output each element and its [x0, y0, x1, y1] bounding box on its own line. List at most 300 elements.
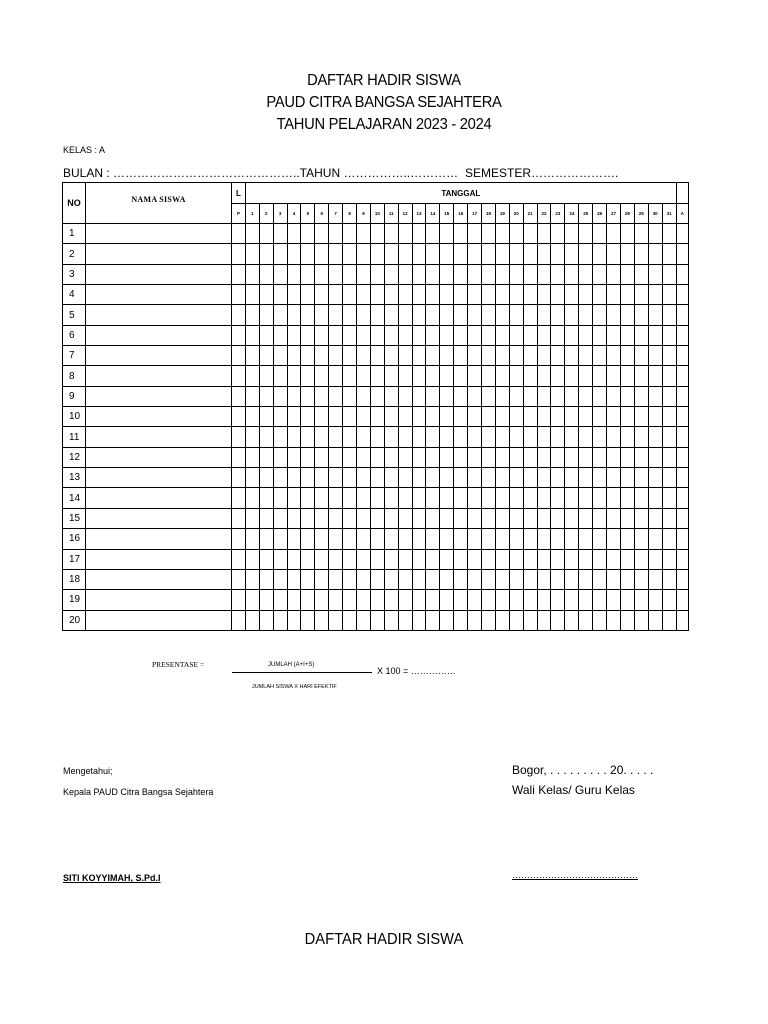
attendance-cell[interactable] [495, 508, 509, 528]
attendance-cell[interactable] [593, 264, 607, 284]
attendance-cell[interactable] [426, 447, 440, 467]
attendance-cell[interactable] [370, 285, 384, 305]
attendance-cell[interactable] [329, 468, 343, 488]
attendance-cell[interactable] [620, 447, 634, 467]
attendance-cell[interactable] [245, 386, 259, 406]
attendance-cell[interactable] [357, 508, 371, 528]
attendance-cell[interactable] [482, 468, 496, 488]
attendance-cell[interactable] [301, 346, 315, 366]
student-name-cell[interactable] [86, 610, 232, 630]
attendance-cell[interactable] [593, 529, 607, 549]
attendance-cell[interactable] [523, 386, 537, 406]
attendance-cell[interactable] [565, 346, 579, 366]
attendance-cell[interactable] [357, 285, 371, 305]
attendance-cell[interactable] [454, 488, 468, 508]
attendance-cell[interactable] [648, 366, 662, 386]
attendance-cell[interactable] [370, 488, 384, 508]
attendance-cell[interactable] [648, 468, 662, 488]
attendance-cell[interactable] [440, 305, 454, 325]
attendance-cell[interactable] [482, 610, 496, 630]
attendance-cell[interactable] [537, 325, 551, 345]
attendance-cell[interactable] [593, 590, 607, 610]
attendance-cell[interactable] [551, 447, 565, 467]
attendance-cell[interactable] [495, 468, 509, 488]
attendance-cell[interactable] [245, 407, 259, 427]
attendance-cell[interactable] [634, 610, 648, 630]
attendance-cell[interactable] [343, 305, 357, 325]
attendance-cell[interactable] [232, 386, 246, 406]
attendance-cell[interactable] [468, 386, 482, 406]
attendance-cell[interactable] [634, 427, 648, 447]
attendance-cell[interactable] [593, 427, 607, 447]
attendance-cell[interactable] [301, 529, 315, 549]
attendance-cell[interactable] [565, 569, 579, 589]
attendance-cell[interactable] [482, 346, 496, 366]
attendance-cell[interactable] [648, 529, 662, 549]
attendance-cell[interactable] [315, 407, 329, 427]
attendance-cell[interactable] [523, 569, 537, 589]
attendance-cell[interactable] [357, 224, 371, 244]
attendance-cell[interactable] [370, 325, 384, 345]
attendance-cell[interactable] [232, 407, 246, 427]
attendance-cell[interactable] [551, 549, 565, 569]
attendance-cell[interactable] [565, 488, 579, 508]
attendance-cell[interactable] [287, 488, 301, 508]
attendance-cell[interactable] [509, 244, 523, 264]
attendance-cell[interactable] [329, 407, 343, 427]
attendance-cell[interactable] [495, 407, 509, 427]
attendance-cell[interactable] [482, 488, 496, 508]
attendance-cell[interactable] [662, 549, 676, 569]
attendance-cell[interactable] [440, 610, 454, 630]
attendance-cell[interactable] [509, 468, 523, 488]
attendance-cell[interactable] [384, 407, 398, 427]
attendance-cell[interactable] [523, 590, 537, 610]
attendance-cell[interactable] [551, 529, 565, 549]
attendance-cell[interactable] [440, 224, 454, 244]
attendance-cell[interactable] [579, 407, 593, 427]
attendance-cell[interactable] [329, 346, 343, 366]
attendance-cell[interactable] [287, 264, 301, 284]
attendance-cell[interactable] [426, 468, 440, 488]
attendance-cell[interactable] [384, 285, 398, 305]
attendance-cell[interactable] [662, 569, 676, 589]
attendance-cell[interactable] [634, 224, 648, 244]
attendance-cell[interactable] [662, 610, 676, 630]
attendance-cell[interactable] [454, 325, 468, 345]
attendance-cell[interactable] [662, 407, 676, 427]
student-name-cell[interactable] [86, 407, 232, 427]
attendance-cell[interactable] [468, 285, 482, 305]
attendance-cell[interactable] [370, 305, 384, 325]
attendance-cell[interactable] [329, 224, 343, 244]
attendance-cell[interactable] [634, 386, 648, 406]
attendance-cell[interactable] [398, 264, 412, 284]
attendance-cell[interactable] [232, 224, 246, 244]
attendance-cell[interactable] [676, 468, 688, 488]
attendance-cell[interactable] [357, 386, 371, 406]
attendance-cell[interactable] [620, 285, 634, 305]
attendance-cell[interactable] [607, 447, 621, 467]
attendance-cell[interactable] [454, 305, 468, 325]
student-name-cell[interactable] [86, 346, 232, 366]
attendance-cell[interactable] [370, 427, 384, 447]
attendance-cell[interactable] [676, 244, 688, 264]
attendance-cell[interactable] [607, 549, 621, 569]
attendance-cell[interactable] [648, 590, 662, 610]
attendance-cell[interactable] [468, 244, 482, 264]
attendance-cell[interactable] [648, 224, 662, 244]
attendance-cell[interactable] [468, 468, 482, 488]
attendance-cell[interactable] [662, 366, 676, 386]
attendance-cell[interactable] [676, 305, 688, 325]
student-name-cell[interactable] [86, 549, 232, 569]
attendance-cell[interactable] [593, 610, 607, 630]
attendance-cell[interactable] [537, 264, 551, 284]
attendance-cell[interactable] [245, 427, 259, 447]
attendance-cell[interactable] [384, 427, 398, 447]
attendance-cell[interactable] [259, 224, 273, 244]
attendance-cell[interactable] [537, 224, 551, 244]
attendance-cell[interactable] [454, 366, 468, 386]
attendance-cell[interactable] [384, 590, 398, 610]
attendance-cell[interactable] [495, 224, 509, 244]
attendance-cell[interactable] [398, 285, 412, 305]
attendance-cell[interactable] [565, 427, 579, 447]
attendance-cell[interactable] [232, 569, 246, 589]
attendance-cell[interactable] [537, 468, 551, 488]
attendance-cell[interactable] [495, 488, 509, 508]
attendance-cell[interactable] [370, 529, 384, 549]
attendance-cell[interactable] [384, 224, 398, 244]
attendance-cell[interactable] [648, 447, 662, 467]
attendance-cell[interactable] [634, 325, 648, 345]
attendance-cell[interactable] [384, 529, 398, 549]
attendance-cell[interactable] [301, 590, 315, 610]
student-name-cell[interactable] [86, 325, 232, 345]
attendance-cell[interactable] [523, 244, 537, 264]
attendance-cell[interactable] [232, 590, 246, 610]
attendance-cell[interactable] [287, 407, 301, 427]
attendance-cell[interactable] [384, 508, 398, 528]
attendance-cell[interactable] [620, 427, 634, 447]
attendance-cell[interactable] [593, 224, 607, 244]
attendance-cell[interactable] [579, 590, 593, 610]
attendance-cell[interactable] [593, 285, 607, 305]
attendance-cell[interactable] [620, 305, 634, 325]
attendance-cell[interactable] [509, 325, 523, 345]
attendance-cell[interactable] [343, 224, 357, 244]
attendance-cell[interactable] [551, 346, 565, 366]
attendance-cell[interactable] [523, 407, 537, 427]
attendance-cell[interactable] [565, 447, 579, 467]
attendance-cell[interactable] [523, 346, 537, 366]
attendance-cell[interactable] [509, 529, 523, 549]
attendance-cell[interactable] [620, 468, 634, 488]
attendance-cell[interactable] [370, 549, 384, 569]
attendance-cell[interactable] [232, 244, 246, 264]
attendance-cell[interactable] [426, 549, 440, 569]
attendance-cell[interactable] [579, 508, 593, 528]
attendance-cell[interactable] [662, 224, 676, 244]
attendance-cell[interactable] [440, 264, 454, 284]
attendance-cell[interactable] [412, 508, 426, 528]
attendance-cell[interactable] [343, 447, 357, 467]
attendance-cell[interactable] [565, 610, 579, 630]
attendance-cell[interactable] [676, 346, 688, 366]
attendance-cell[interactable] [662, 468, 676, 488]
attendance-cell[interactable] [607, 325, 621, 345]
attendance-cell[interactable] [259, 508, 273, 528]
attendance-cell[interactable] [287, 569, 301, 589]
attendance-cell[interactable] [245, 610, 259, 630]
attendance-cell[interactable] [509, 549, 523, 569]
attendance-cell[interactable] [676, 529, 688, 549]
attendance-cell[interactable] [676, 224, 688, 244]
attendance-cell[interactable] [343, 590, 357, 610]
attendance-cell[interactable] [565, 508, 579, 528]
attendance-cell[interactable] [329, 529, 343, 549]
attendance-cell[interactable] [454, 549, 468, 569]
attendance-cell[interactable] [245, 508, 259, 528]
attendance-cell[interactable] [315, 366, 329, 386]
attendance-cell[interactable] [537, 590, 551, 610]
attendance-cell[interactable] [495, 244, 509, 264]
attendance-cell[interactable] [454, 407, 468, 427]
attendance-cell[interactable] [232, 488, 246, 508]
attendance-cell[interactable] [273, 610, 287, 630]
attendance-cell[interactable] [426, 610, 440, 630]
attendance-cell[interactable] [315, 305, 329, 325]
attendance-cell[interactable] [551, 407, 565, 427]
attendance-cell[interactable] [662, 590, 676, 610]
attendance-cell[interactable] [370, 366, 384, 386]
attendance-cell[interactable] [454, 610, 468, 630]
attendance-cell[interactable] [301, 325, 315, 345]
attendance-cell[interactable] [468, 305, 482, 325]
attendance-cell[interactable] [245, 244, 259, 264]
attendance-cell[interactable] [301, 610, 315, 630]
attendance-cell[interactable] [482, 590, 496, 610]
attendance-cell[interactable] [426, 529, 440, 549]
attendance-cell[interactable] [662, 488, 676, 508]
attendance-cell[interactable] [398, 305, 412, 325]
attendance-cell[interactable] [509, 386, 523, 406]
attendance-cell[interactable] [468, 610, 482, 630]
attendance-cell[interactable] [329, 447, 343, 467]
attendance-cell[interactable] [676, 508, 688, 528]
attendance-cell[interactable] [593, 488, 607, 508]
attendance-cell[interactable] [315, 508, 329, 528]
attendance-cell[interactable] [232, 508, 246, 528]
attendance-cell[interactable] [676, 590, 688, 610]
attendance-cell[interactable] [648, 285, 662, 305]
student-name-cell[interactable] [86, 386, 232, 406]
attendance-cell[interactable] [495, 386, 509, 406]
attendance-cell[interactable] [454, 264, 468, 284]
attendance-cell[interactable] [509, 285, 523, 305]
attendance-cell[interactable] [523, 549, 537, 569]
attendance-cell[interactable] [593, 508, 607, 528]
attendance-cell[interactable] [301, 244, 315, 264]
attendance-cell[interactable] [551, 244, 565, 264]
attendance-cell[interactable] [537, 305, 551, 325]
attendance-cell[interactable] [593, 407, 607, 427]
attendance-cell[interactable] [398, 508, 412, 528]
attendance-cell[interactable] [634, 590, 648, 610]
attendance-cell[interactable] [620, 325, 634, 345]
student-name-cell[interactable] [86, 529, 232, 549]
attendance-cell[interactable] [676, 488, 688, 508]
attendance-cell[interactable] [287, 224, 301, 244]
attendance-cell[interactable] [357, 407, 371, 427]
attendance-cell[interactable] [287, 529, 301, 549]
attendance-cell[interactable] [676, 427, 688, 447]
attendance-cell[interactable] [482, 325, 496, 345]
attendance-cell[interactable] [412, 407, 426, 427]
attendance-cell[interactable] [412, 366, 426, 386]
attendance-cell[interactable] [537, 508, 551, 528]
attendance-cell[interactable] [593, 366, 607, 386]
attendance-cell[interactable] [495, 305, 509, 325]
attendance-cell[interactable] [634, 366, 648, 386]
attendance-cell[interactable] [273, 427, 287, 447]
attendance-cell[interactable] [315, 529, 329, 549]
attendance-cell[interactable] [482, 285, 496, 305]
attendance-cell[interactable] [676, 610, 688, 630]
attendance-cell[interactable] [648, 508, 662, 528]
attendance-cell[interactable] [259, 569, 273, 589]
attendance-cell[interactable] [287, 549, 301, 569]
student-name-cell[interactable] [86, 508, 232, 528]
attendance-cell[interactable] [440, 590, 454, 610]
attendance-cell[interactable] [634, 346, 648, 366]
attendance-cell[interactable] [426, 264, 440, 284]
attendance-cell[interactable] [315, 610, 329, 630]
attendance-cell[interactable] [579, 285, 593, 305]
attendance-cell[interactable] [357, 569, 371, 589]
attendance-cell[interactable] [454, 244, 468, 264]
attendance-cell[interactable] [662, 386, 676, 406]
attendance-cell[interactable] [259, 549, 273, 569]
attendance-cell[interactable] [343, 549, 357, 569]
attendance-cell[interactable] [398, 386, 412, 406]
attendance-cell[interactable] [245, 325, 259, 345]
attendance-cell[interactable] [426, 407, 440, 427]
attendance-cell[interactable] [482, 549, 496, 569]
attendance-cell[interactable] [565, 285, 579, 305]
student-name-cell[interactable] [86, 285, 232, 305]
attendance-cell[interactable] [315, 569, 329, 589]
attendance-cell[interactable] [648, 569, 662, 589]
student-name-cell[interactable] [86, 427, 232, 447]
attendance-cell[interactable] [551, 508, 565, 528]
attendance-cell[interactable] [329, 325, 343, 345]
attendance-cell[interactable] [565, 529, 579, 549]
attendance-cell[interactable] [537, 549, 551, 569]
attendance-cell[interactable] [329, 508, 343, 528]
attendance-cell[interactable] [537, 407, 551, 427]
attendance-cell[interactable] [259, 468, 273, 488]
attendance-cell[interactable] [426, 508, 440, 528]
attendance-cell[interactable] [412, 569, 426, 589]
attendance-cell[interactable] [523, 325, 537, 345]
attendance-cell[interactable] [329, 488, 343, 508]
student-name-cell[interactable] [86, 569, 232, 589]
attendance-cell[interactable] [495, 590, 509, 610]
attendance-cell[interactable] [440, 447, 454, 467]
attendance-cell[interactable] [523, 610, 537, 630]
attendance-cell[interactable] [426, 224, 440, 244]
attendance-cell[interactable] [495, 264, 509, 284]
attendance-cell[interactable] [426, 488, 440, 508]
attendance-cell[interactable] [245, 549, 259, 569]
attendance-cell[interactable] [426, 346, 440, 366]
attendance-cell[interactable] [607, 569, 621, 589]
attendance-cell[interactable] [482, 244, 496, 264]
attendance-cell[interactable] [370, 508, 384, 528]
attendance-cell[interactable] [454, 590, 468, 610]
attendance-cell[interactable] [343, 285, 357, 305]
attendance-cell[interactable] [662, 285, 676, 305]
attendance-cell[interactable] [398, 325, 412, 345]
attendance-cell[interactable] [440, 325, 454, 345]
attendance-cell[interactable] [343, 346, 357, 366]
attendance-cell[interactable] [357, 590, 371, 610]
attendance-cell[interactable] [357, 325, 371, 345]
attendance-cell[interactable] [259, 285, 273, 305]
attendance-cell[interactable] [301, 285, 315, 305]
attendance-cell[interactable] [384, 488, 398, 508]
attendance-cell[interactable] [232, 305, 246, 325]
attendance-cell[interactable] [662, 244, 676, 264]
attendance-cell[interactable] [412, 610, 426, 630]
attendance-cell[interactable] [245, 447, 259, 467]
attendance-cell[interactable] [495, 610, 509, 630]
attendance-cell[interactable] [495, 549, 509, 569]
attendance-cell[interactable] [607, 285, 621, 305]
attendance-cell[interactable] [412, 488, 426, 508]
attendance-cell[interactable] [468, 346, 482, 366]
attendance-cell[interactable] [648, 610, 662, 630]
attendance-cell[interactable] [565, 325, 579, 345]
attendance-cell[interactable] [495, 569, 509, 589]
attendance-cell[interactable] [676, 447, 688, 467]
attendance-cell[interactable] [273, 264, 287, 284]
attendance-cell[interactable] [232, 285, 246, 305]
attendance-cell[interactable] [301, 264, 315, 284]
attendance-cell[interactable] [579, 366, 593, 386]
attendance-cell[interactable] [398, 366, 412, 386]
attendance-cell[interactable] [440, 488, 454, 508]
attendance-cell[interactable] [551, 610, 565, 630]
attendance-cell[interactable] [384, 610, 398, 630]
attendance-cell[interactable] [315, 264, 329, 284]
attendance-cell[interactable] [301, 447, 315, 467]
attendance-cell[interactable] [607, 529, 621, 549]
attendance-cell[interactable] [565, 264, 579, 284]
attendance-cell[interactable] [329, 366, 343, 386]
attendance-cell[interactable] [662, 325, 676, 345]
attendance-cell[interactable] [537, 569, 551, 589]
attendance-cell[interactable] [329, 569, 343, 589]
attendance-cell[interactable] [301, 305, 315, 325]
attendance-cell[interactable] [259, 427, 273, 447]
attendance-cell[interactable] [495, 447, 509, 467]
attendance-cell[interactable] [495, 346, 509, 366]
attendance-cell[interactable] [384, 569, 398, 589]
attendance-cell[interactable] [537, 529, 551, 549]
